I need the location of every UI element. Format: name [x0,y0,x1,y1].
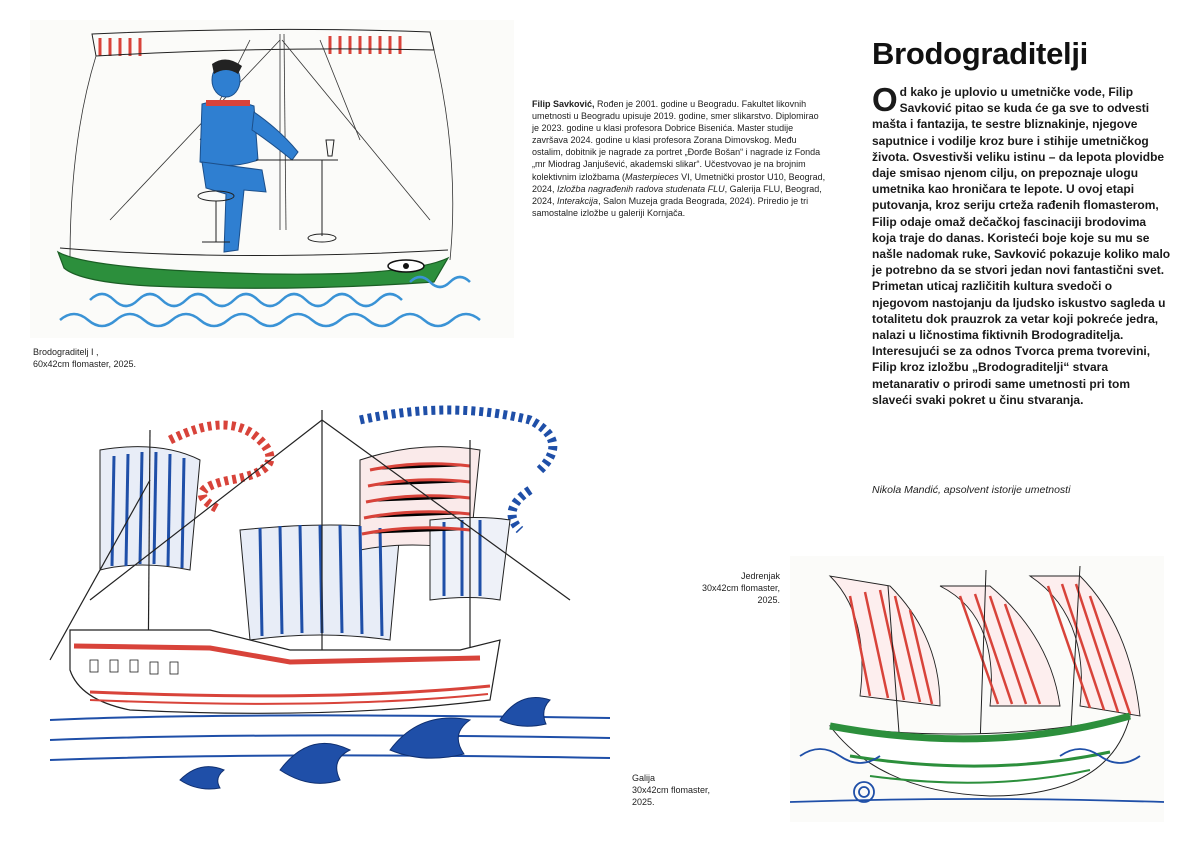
essay-author: Nikola Mandić, apsolvent istorije umetnosti [872,484,1071,496]
hull [58,252,448,288]
bio-italic: Masterpieces [625,171,679,182]
artwork-jedrenjak-drawing [790,556,1164,822]
bio-italic: Izložba nagrađenih radova studenata FLU [557,183,725,194]
essay-body: d kako je uplovio u umetničke vode, Filip Savković pitao se kuda će ga sve to odvesti mašta i fantazija, te sestre bliznakinje, njegove saputnice i vodilje kroz bure i stihije umetničkog života. Osvestivši veliku istinu – da lepota plovidbe daje smisao njenom cilju, on prepoznaje ulogu umetnika kao hroničara te lepote. U ovoj etapi putovanja, kroz seriju crteža rađenih flomasterom, Filip odaje omaž dečačkoj fascinaciji brodovima koja traje do danas. Koristeći boje koje su mu se našle nadomak ruke, Savković pokazuje koliko malo je potrebno da se stvori jedan novi fantastični svet. Primetan uticaj različitih kultura svedoči o njegovom nastojanju da ljudsko iskustvo sagleda u totalitetu dok prauzrok za vetar koji pokreće jedra, nalazi u ličnostima fiktivnih Brodograditelja. Interesujući se za odnos Tvorca prema tvorevini, Filip kroz izložbu „Brodograditelji“ stvara metanarativ o prirodi same umetnosti pri tom slaveći svaki pokret u činu stvaranja. [872,85,1171,407]
bio-text: VI, Umetnički prostor U10, Beograd, 2024, [532,171,826,194]
caption-details: 30x42cm flomaster, [632,785,711,795]
caption-title: Galija [632,773,656,783]
caption-details: 30x42cm flomaster, [701,583,780,593]
bio-italic: Interakcija [557,195,599,206]
artwork-galija-drawing [30,400,628,818]
page-title: Brodograditelji [872,36,1088,71]
drop-cap: O [872,81,898,118]
caption-brodograditelj [33,346,136,370]
caption-galija [632,772,710,808]
caption-year: 2025. [757,595,780,605]
bio-text: , Salon Muzeja grada Beograda, 2024). Priredio je tri samostalne izložbe u galeriji Kornjača. [532,195,809,218]
caption-year: 2025. [632,797,655,807]
artwork-brodograditelj-drawing [30,20,514,338]
caption-title: Brodograditelj I , [33,347,99,357]
essay-text [872,81,1172,408]
caption-title: Jedrenjak [740,571,780,581]
sail-red-center [940,586,1060,706]
bio-text: Rođen je 2001. godine u Beogradu. Fakultet likovnih umetnosti u Beogradu upisuje 2019. godine, smer slikarstvo. Diplomirao je 2023. godine u klasi profesora Dobrice Bisenića. Master studije završava 2024. godine u klasi profesora Zorana Dimovskog. Među ostalim, dobitnik je nagrade za portret „Đorđe Bošan“ i nagrade iz Fonda „mr Miodrag Janjušević, akademski slikar“. Učestvovao je na brojnim kolektivnim izložbama ( [532,99,821,182]
artist-bio [532,98,828,219]
caption-details: 60x42cm flomaster, 2025. [33,359,137,369]
bio-text: , Galerija FLU, Beograd, 2024, [532,183,822,206]
seated-figure [200,63,298,252]
artist-name: Filip Savković, [532,99,595,109]
caption-jedrenjak [690,570,780,606]
